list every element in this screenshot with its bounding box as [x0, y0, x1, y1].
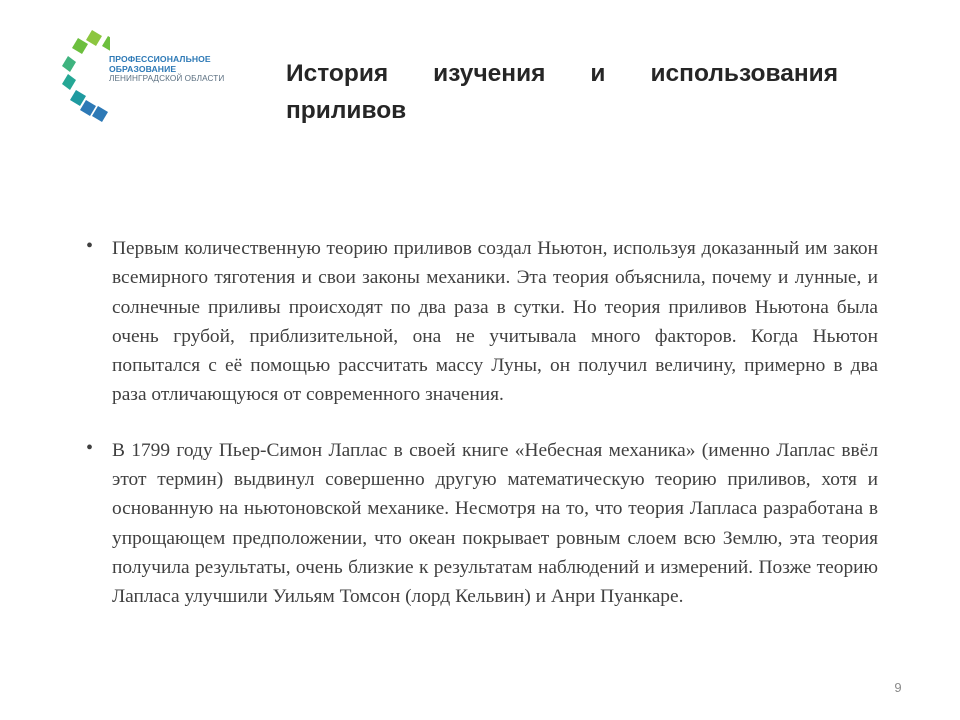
- slide-title: История изучения и использования приливов: [286, 60, 838, 124]
- bullet-text: В 1799 году Пьер-Симон Лаплас в своей книге «Небесная механика» (именно Лаплас ввёл этот термин) выдвинул совершенно другую математическую теорию приливов, хотя и основанную на ньютоновской механике. Несмотря на то, что теория Лапласа разработана в упрощающем предположении, что океан покрывает ровным слоем всю Землю, эта теория получила результаты, очень близкие к результатам наблюдений и измерений. Позже теорию Лапласа улучшили Уильям Томсон (лорд Кельвин) и Анри Пуанкаре.: [112, 439, 878, 608]
- logo-wordmark: [109, 55, 224, 84]
- organization-logo: [62, 30, 252, 122]
- logo-line-1: ПРОФЕССИОНАЛЬНОЕ: [109, 54, 211, 64]
- bullet-text: Первым количественную теорию приливов создал Ньютон, используя доказанный им закон всемирного тяготения и свои законы механики. Эта теория объяснила, почему и лунные, и солнечные приливы происходят по два раза в сутки. Но теория приливов Ньютона была очень грубой, приблизительной, она не учитывала много факторов. Когда Ньютон попытался с её помощью рассчитать массу Луны, он получил величину, примерно в два раза отличающуюся от современного значения.: [112, 238, 878, 406]
- bullet-marker: •: [86, 436, 94, 459]
- logo-line-2: ОБРАЗОВАНИЕ: [109, 63, 177, 74]
- page-number: 9: [894, 680, 902, 695]
- bullet-marker: •: [86, 235, 94, 257]
- bullet-list: [86, 234, 878, 638]
- logo-line-3: ЛЕНИНГРАДСКОЙ ОБЛАСТИ: [109, 74, 225, 83]
- logo-diamonds-icon: [62, 30, 110, 122]
- list-item: [86, 234, 878, 410]
- list-item: [86, 436, 878, 612]
